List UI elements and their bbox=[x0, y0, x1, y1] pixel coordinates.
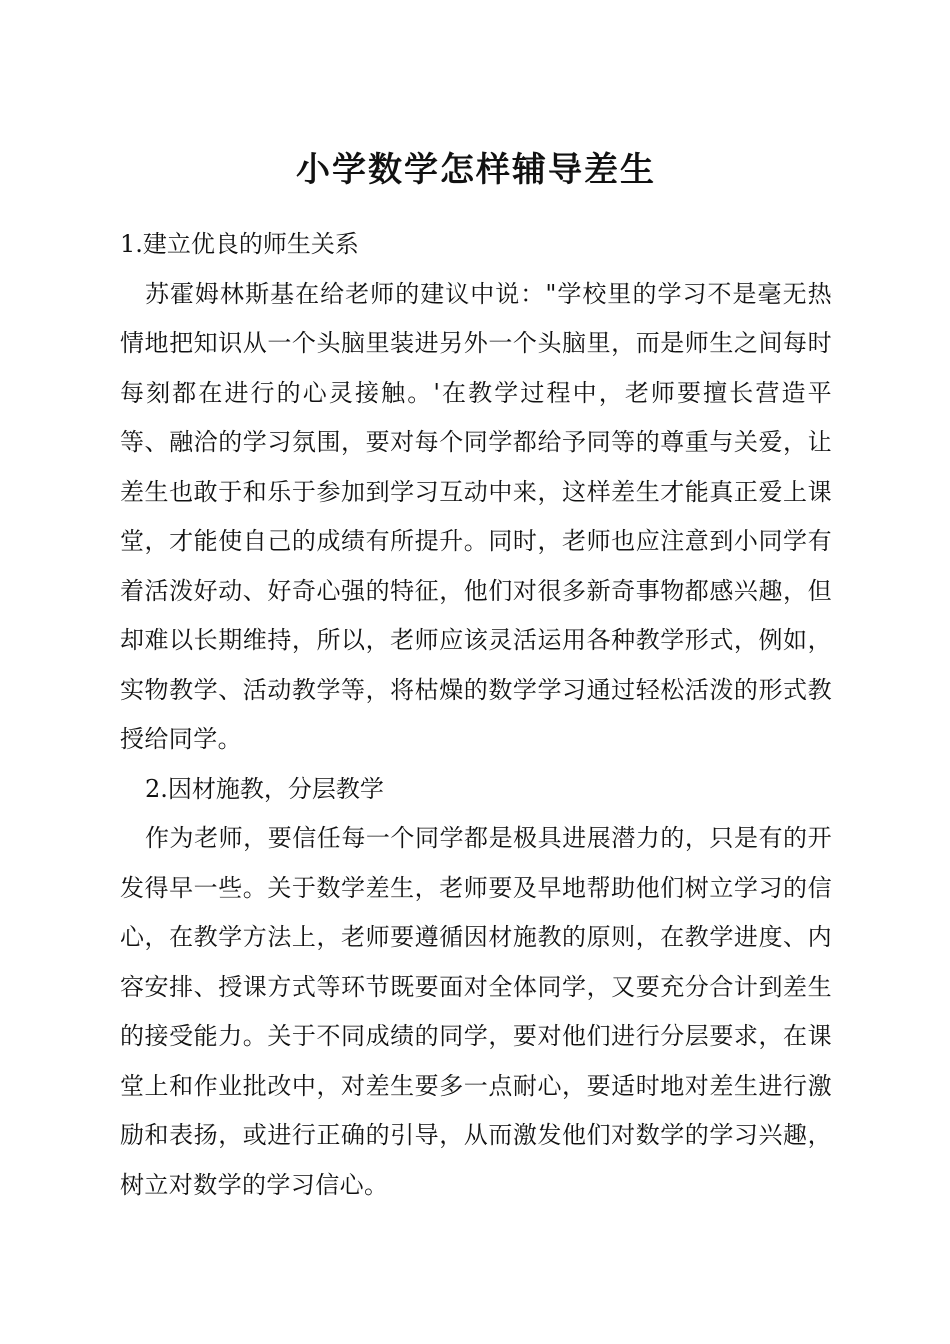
section-body: 苏霍姆林斯基在给老师的建议中说："学校里的学习不是毫无热情地把知识从一个头脑里装进另外一个头脑里，而是师生之间每时每刻都在进行的心灵接触。'在教学过程中，老师要擅长营造平等、融洽的学习氛围，要对每个同学都给予同等的尊重与关爱，让差生也敢于和乐于参加到学习互动中来，这样差生才能真正爱上课堂，才能使自己的成绩有所提升。同时，老师也应注意到小同学有着活泼好动、好奇心强的特征，他们对很多新奇事物都感兴趣，但却难以长期维持，所以，老师应该灵活运用各种教学形式，例如，实物教学、活动教学等，将枯燥的数学学习通过轻松活泼的形式教授给同学。 bbox=[120, 279, 832, 753]
section-1 bbox=[120, 220, 832, 765]
document-page bbox=[120, 148, 832, 1210]
section-2 bbox=[120, 765, 832, 1211]
section-heading: 2.因材施教，分层教学 bbox=[145, 774, 384, 803]
document-title: 小学数学怎样辅导差生 bbox=[296, 150, 656, 190]
section-heading: 1.建立优良的师生关系 bbox=[120, 230, 359, 258]
section-body: 作为老师，要信任每一个同学都是极具进展潜力的，只是有的开发得早一些。关于数学差生，老师要及早地帮助他们树立学习的信心，在教学方法上，老师要遵循因材施教的原则，在教学进度、内容安排、授课方式等环节既要面对全体同学，又要充分合计到差生的接受能力。关于不同成绩的同学，要对他们进行分层要求，在课堂上和作业批改中，对差生要多一点耐心，要适时地对差生进行激励和表扬，或进行正确的引导，从而激发他们对数学的学习兴趣，树立对数学的学习信心。 bbox=[120, 824, 832, 1199]
